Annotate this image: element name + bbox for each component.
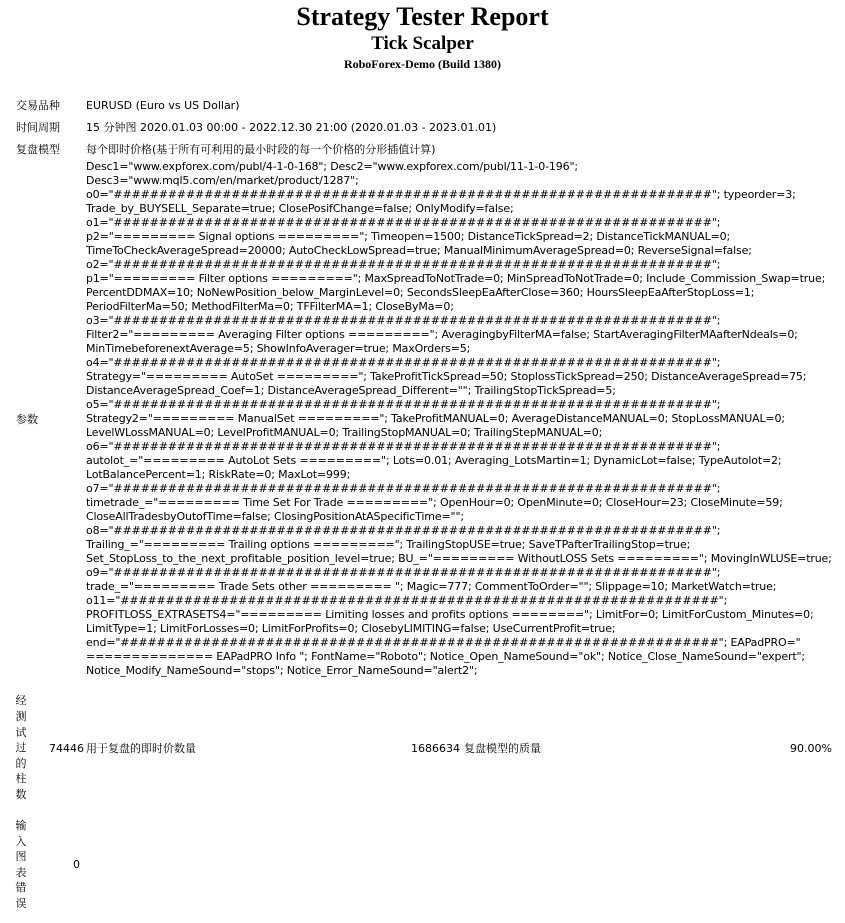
param-line: o9="##################################################################"; <box>86 566 721 579</box>
param-line: autolot_="========= AutoLot Sets ========="; Lots=0.01; Averaging_LotsMartin=1; DynamicLot=false; TypeAutolot=2; <box>86 454 782 467</box>
symbol-label: 交易品种 <box>16 99 60 112</box>
param-line: LimitType=1; LimitForLosses=0; LimitForProfits=0; ClosebyLIMITING=false; UseCurrentProfit=true; <box>86 622 616 635</box>
param-line: p2="========= Signal options ========="; Timeopen=1500; DistanceTickSpread=2; DistanceTickMANUAL=0; <box>86 230 731 243</box>
param-line: o3="##################################################################"; <box>86 314 721 327</box>
errors-label: 输入图表错误 <box>15 819 27 910</box>
model-row <box>14 138 834 160</box>
report-table <box>14 94 834 912</box>
param-line: PeriodFilterMa=50; MethodFilterMa=0; TFFilterMA=1; CloseByMa=0; <box>86 300 454 313</box>
param-line: Set_StopLoss_to_the_next_profitable_position_level=true; BU_="========= WithoutLOSS Sets ========="; MovingInWLUSE=true; <box>86 552 832 565</box>
params-label: 参数 <box>16 413 38 426</box>
errors-row <box>14 818 834 912</box>
param-line: o8="##################################################################"; <box>86 524 721 537</box>
param-line: Trade_by_BUYSELL_Separate=true; ClosePosifChange=false; OnlyModify=false; <box>86 202 514 215</box>
symbol-row <box>14 94 834 116</box>
param-line: TimeToCheckAverageSpread=20000; AutoCheckLowSpread=true; ManualMinimumAverageSpread=0; ReverseSignal=false; <box>86 244 752 257</box>
param-line: trade_="========= Trade Sets other ========= "; Magic=777; CommentToOrder=""; Slippage=10; MarketWatch=true; <box>86 580 777 593</box>
bars-label: 经测试过的柱数 <box>15 694 27 801</box>
param-line: Desc1="www.expforex.com/publ/4-1-0-168"; Desc2="www.expforex.com/publ/11-1-0-196"; <box>86 160 578 173</box>
period-value: 15 分钟图 2020.01.03 00:00 - 2022.12.30 21:00 (2020.01.03 - 2023.01.01) <box>86 121 497 134</box>
server-info: RoboForex-Demo (Build 1380) <box>343 57 502 71</box>
param-line: o5="##################################################################"; <box>86 398 721 411</box>
param-line: Strategy="========= AutoSet ========="; TakeProfitTickSpread=50; StoplossTickSpread=250; DistanceAverageSpread=75; <box>86 370 807 383</box>
param-line: o7="##################################################################"; <box>86 482 721 495</box>
param-line: LevelWLossMANUAL=0; LevelProfitMANUAL=0; TrailingStopMANUAL=0; TrailingStepMANUAL=0; <box>86 426 603 439</box>
param-line: o4="##################################################################"; <box>86 356 721 369</box>
param-line: Filter2="========= Averaging Filter options ========="; AveragingbyFilterMA=false; StartAveragingFilterMAafterNdeals=0; <box>86 328 798 341</box>
param-line: ============== EAPadPRO Info "; FontName="Roboto"; Notice_Open_NameSound="ok"; Notice_Close_NameSound="expert"; <box>86 650 805 663</box>
symbol-value: EURUSD (Euro vs US Dollar) <box>86 98 240 112</box>
report-title: Strategy Tester Report <box>296 2 549 31</box>
param-line: o2="##################################################################"; <box>86 258 721 271</box>
params-value <box>84 160 834 678</box>
param-line: p1="========= Filter options ========="; MaxSpreadToNotTrade=0; MinSpreadToNotTrade=0; Include_Commission_Swap=true; <box>86 272 826 285</box>
param-line: MinTimebeforenextAverage=5; ShowInfoAverager=true; MaxOrders=5; <box>86 342 471 355</box>
param-line: CloseAllTradesbyOutofTime=false; ClosingPositionAtASpecificTime=""; <box>86 510 464 523</box>
param-line: PROFITLOSS_EXTRASETS4="========= Limiting losses and profits options ========"; LimitFor=0; LimitForCustom_Minutes=0; <box>86 608 814 621</box>
param-line: end="##################################################################"; EAPadPRO=" <box>86 636 801 649</box>
param-line: Notice_Modify_NameSound="stops"; Notice_Error_NameSound="alert2"; <box>86 664 478 677</box>
param-line: o0="##################################################################"; typeorder=3; <box>86 188 796 201</box>
quality-label: 复盘模型的质量 <box>464 742 541 755</box>
bars-value: 74446 <box>49 741 84 755</box>
period-label: 时间周期 <box>16 121 60 134</box>
ticks-label: 用于复盘的即时价数量 <box>86 742 196 755</box>
ticks-value: 1686634 <box>411 741 460 755</box>
model-label: 复盘模型 <box>16 143 60 156</box>
param-line: Trailing_="========= Trailing options ========="; TrailingStopUSE=true; SaveTPafterTrailingStop=true; <box>86 538 691 551</box>
period-row <box>14 116 834 138</box>
param-line: Desc3="www.mql5.com/en/market/product/1287"; <box>86 174 359 187</box>
model-value: 每个即时价格(基于所有可利用的最小时段的每一个价格的分形插值计算) <box>86 143 436 156</box>
param-line: DistanceAverageSpread_Coef=1; DistanceAverageSpread_Different=""; TrailingStopTickSpread=5; <box>86 384 616 397</box>
param-line: o1="##################################################################"; <box>86 216 721 229</box>
param-line: Strategy2="========= ManualSet ========="; TakeProfitMANUAL=0; AverageDistanceMANUAL=0; StopLossMANUAL=0; <box>86 412 785 425</box>
param-line: timetrade_="========= Time Set For Trade ========="; OpenHour=0; OpenMinute=0; CloseHour=23; CloseMinute=59; <box>86 496 783 509</box>
param-line: o11="##################################################################"; <box>86 594 728 607</box>
param-line: LotBalancePercent=1; RiskRate=0; MaxLot=999; <box>86 468 351 481</box>
bars-row <box>14 678 834 818</box>
quality-value: 90.00% <box>790 741 832 755</box>
report-header <box>0 2 845 72</box>
param-line: PercentDDMAX=10; NoNewPosition_below_MarginLevel=0; SecondsSleepEaAfterClose=360; HoursSleepEaAfterStopLoss=1; <box>86 286 755 299</box>
param-line: o6="##################################################################"; <box>86 440 721 453</box>
params-row <box>14 160 834 678</box>
errors-value: 0 <box>73 858 80 872</box>
expert-name: Tick Scalper <box>371 33 474 54</box>
